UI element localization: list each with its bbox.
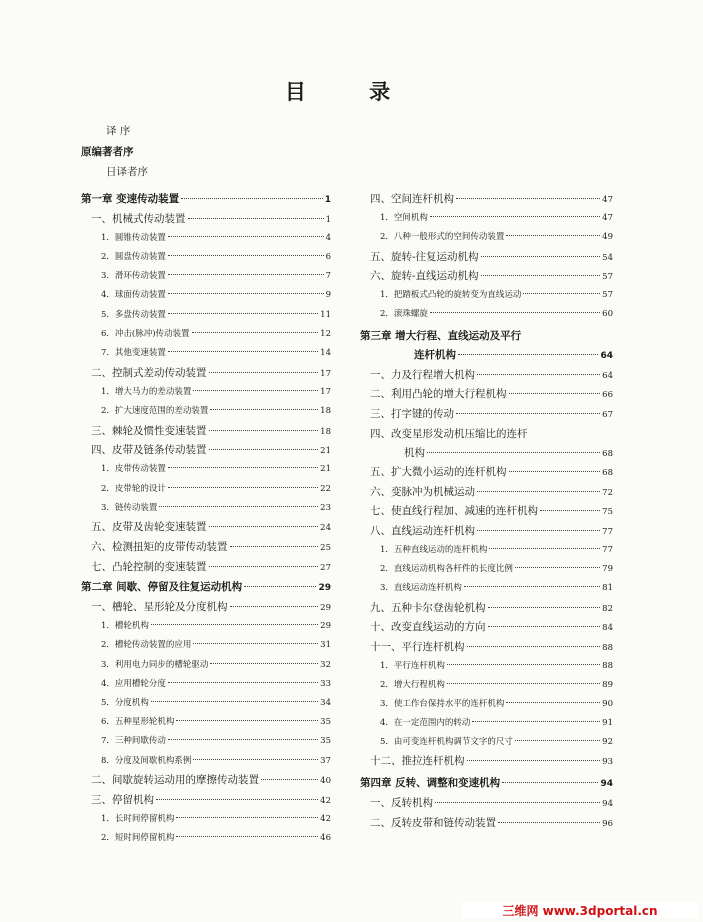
toc-entry-title: 1．圆锥传动装置 — [101, 233, 166, 243]
toc-entry-sub[interactable] — [81, 619, 331, 633]
toc-entry-section[interactable] — [360, 387, 613, 402]
dot-leader — [209, 430, 319, 431]
toc-entry-title: 1．平行连杆机构 — [380, 661, 445, 671]
toc-entry-title: 七、使直线行程加、减速的连杆机构 — [370, 505, 538, 517]
toc-entry-title: 2．短时间停留机构 — [101, 833, 175, 843]
toc-entry-page: 96 — [602, 819, 613, 829]
toc-entry-title: 6．五种星形轮机构 — [101, 717, 175, 727]
toc-entry-title: 三、棘轮及惯性变速装置 — [91, 425, 207, 437]
toc-entry-title: 第四章 反转、调整和变速机构 — [360, 777, 501, 789]
toc-entry-page: 21 — [320, 464, 331, 474]
toc-entry-section[interactable] — [360, 816, 613, 831]
toc-entry-page: 64 — [600, 351, 613, 361]
toc-entry-title: 九、五种卡尔登齿轮机构 — [370, 602, 486, 614]
page-title: 目 录 — [284, 80, 419, 104]
toc-entry-page: 60 — [602, 309, 613, 319]
toc-entry-title: 3．直线运动连杆机构 — [380, 583, 462, 593]
toc-entry-chapter[interactable] — [360, 348, 613, 363]
toc-entry-page: 11 — [320, 310, 331, 320]
toc-entry-sub[interactable] — [360, 307, 613, 321]
toc-entry-sub[interactable] — [360, 562, 613, 576]
toc-entry-chapter[interactable] — [360, 329, 613, 343]
dot-leader — [181, 198, 323, 199]
toc-entry-sub[interactable] — [81, 404, 331, 418]
toc-entry-title: 一、力及行程增大机构 — [370, 369, 475, 381]
toc-entry-title: 连杆机构 — [414, 349, 456, 361]
toc-entry-title: 四、改变星形发动机压缩比的连杆 — [370, 428, 528, 440]
toc-entry-page: 14 — [320, 348, 331, 358]
dot-leader — [488, 626, 601, 627]
toc-entry-page: 47 — [602, 213, 613, 223]
toc-entry-title: 4．在一定范围内的转动 — [380, 718, 471, 728]
toc-entry-sub[interactable] — [81, 501, 331, 515]
toc-entry-page: 81 — [602, 583, 613, 593]
toc-entry-sub[interactable] — [81, 715, 331, 729]
toc-entry-title: 六、旋转-直线运动机构 — [370, 270, 479, 282]
toc-entry-page: 84 — [602, 623, 613, 633]
toc-entry-title: 五、旋转-往复运动机构 — [370, 251, 479, 263]
toc-entry-sub[interactable] — [81, 308, 331, 322]
toc-entry-title: 四、皮带及链条传动装置 — [91, 444, 207, 456]
toc-entry-page: 32 — [320, 660, 331, 670]
toc-entry-title: 四、空间连杆机构 — [370, 193, 454, 205]
toc-entry-sub[interactable] — [81, 677, 331, 691]
toc-entry-title: 二、间歇旋转运动用的摩擦传动装置 — [91, 774, 259, 786]
dot-leader — [509, 471, 601, 472]
toc-entry-page: 88 — [602, 643, 613, 653]
toc-entry-section[interactable] — [360, 192, 613, 207]
toc-entry-page: 1 — [325, 215, 331, 225]
toc-entry-section[interactable] — [81, 520, 331, 535]
toc-entry-title: 三、打字键的传动 — [370, 408, 454, 420]
toc-entry-page: 68 — [602, 449, 613, 459]
dot-leader — [168, 487, 318, 488]
toc-entry-title: 十一、平行连杆机构 — [370, 641, 465, 653]
toc-entry-page: 68 — [602, 468, 613, 478]
toc-entry-section[interactable] — [81, 443, 331, 458]
dot-leader — [168, 274, 324, 275]
toc-entry-sub[interactable] — [81, 734, 331, 748]
toc-entry-section[interactable] — [360, 427, 613, 441]
toc-entry-sub[interactable] — [81, 346, 331, 360]
toc-entry-title: 1．增大马力的差动装置 — [101, 387, 192, 397]
toc-entry-title: 5．由可变连杆机构调节文字的尺寸 — [380, 737, 513, 747]
toc-entry-section[interactable] — [360, 601, 613, 616]
toc-entry-title: 2．槽轮传动装置的应用 — [101, 640, 192, 650]
toc-entry-title: 1．空间机构 — [380, 213, 428, 223]
toc-entry-title: 八、直线运动连杆机构 — [370, 525, 475, 537]
toc-entry-title: 二、利用凸轮的增大行程机构 — [370, 388, 507, 400]
toc-entry-section[interactable] — [360, 796, 613, 811]
dot-leader — [477, 491, 600, 492]
toc-entry-title: 2．扩大速度范围的差动装置 — [101, 406, 209, 416]
toc-entry-section[interactable] — [360, 504, 613, 519]
dot-leader — [509, 393, 601, 394]
toc-entry-section[interactable] — [360, 250, 613, 265]
dot-leader — [447, 664, 600, 665]
toc-entry-title: 一、反转机构 — [370, 797, 433, 809]
toc-entry-title: 3．利用电力同步的槽轮驱动 — [101, 660, 209, 670]
toc-entry-title: 机构 — [404, 447, 425, 459]
toc-entry-page: 9 — [325, 290, 331, 300]
toc-entry-title: 5．分度机构 — [101, 698, 149, 708]
dot-leader — [467, 760, 601, 761]
toc-entry-section[interactable] — [81, 540, 331, 555]
toc-entry-page: 35 — [320, 736, 331, 746]
toc-entry-page: 35 — [320, 717, 331, 727]
dot-leader — [261, 779, 318, 780]
dot-leader — [523, 293, 600, 294]
toc-entry-page: 12 — [320, 329, 331, 339]
toc-entry-title: 4．应用槽轮分度 — [101, 679, 166, 689]
toc-entry-page: 29 — [320, 621, 331, 631]
toc-entry-page: 94 — [600, 779, 613, 789]
dot-leader — [515, 567, 600, 568]
dot-leader — [209, 566, 319, 567]
toc-entry-chapter[interactable] — [360, 776, 613, 791]
toc-entry-page: 93 — [602, 757, 613, 767]
toc-entry-section[interactable] — [360, 485, 613, 500]
dot-leader — [151, 701, 318, 702]
toc-entry-page: 4 — [325, 233, 331, 243]
dot-leader — [176, 817, 318, 818]
toc-entry-sub[interactable] — [81, 327, 331, 341]
toc-entry-page: 82 — [602, 604, 613, 614]
toc-entry-sub[interactable] — [81, 250, 331, 264]
dot-leader — [477, 374, 600, 375]
toc-entry-sub[interactable] — [81, 812, 331, 826]
toc-entry-page: 29 — [318, 583, 331, 593]
dot-leader — [435, 802, 600, 803]
toc-entry-title: 五、扩大微小运动的连杆机构 — [370, 466, 507, 478]
dot-leader — [168, 739, 318, 740]
dot-leader — [168, 467, 318, 468]
toc-entry-section[interactable] — [81, 793, 331, 808]
dot-leader — [168, 351, 318, 352]
toc-entry-section[interactable] — [360, 269, 613, 284]
toc-entry-page: 79 — [602, 564, 613, 574]
toc-entry-title: 2．直线运动机构各杆件的长度比例 — [380, 564, 513, 574]
toc-entry-page: 47 — [602, 195, 613, 205]
toc-entry-page: 1 — [324, 195, 331, 205]
toc-entry-page: 42 — [320, 814, 331, 824]
toc-entry-page: 88 — [602, 661, 613, 671]
toc-entry-section[interactable] — [360, 465, 613, 480]
toc-entry-sub[interactable] — [81, 638, 331, 652]
dot-leader — [168, 293, 324, 294]
toc-entry-title: 六、变脉冲为机械运动 — [370, 486, 475, 498]
preface-translator: 译 序 — [106, 125, 131, 137]
toc-entry-page: 64 — [602, 371, 613, 381]
toc-entry-title: 第二章 间歇、停留及往复运动机构 — [81, 581, 243, 593]
dot-leader — [464, 586, 600, 587]
toc-entry-sub[interactable] — [81, 831, 331, 845]
preface-original-author: 原编著者序 — [81, 146, 134, 158]
toc-entry-page: 72 — [602, 488, 613, 498]
toc-entry-sub[interactable] — [360, 581, 613, 595]
toc-entry-section[interactable] — [81, 212, 331, 227]
toc-entry-sub[interactable] — [360, 716, 613, 730]
dot-leader — [156, 799, 318, 800]
toc-entry-page: 33 — [320, 679, 331, 689]
toc-entry-title: 第一章 变速传动装置 — [81, 193, 180, 205]
dot-leader — [472, 721, 600, 722]
dot-leader — [498, 822, 600, 823]
toc-entry-page: 89 — [602, 680, 613, 690]
toc-entry-page: 18 — [320, 406, 331, 416]
toc-entry-sub[interactable] — [81, 288, 331, 302]
toc-entry-title: 1．长时间停留机构 — [101, 814, 175, 824]
dot-leader — [477, 530, 600, 531]
dot-leader — [151, 624, 318, 625]
dot-leader — [506, 235, 600, 236]
dot-leader — [489, 548, 600, 549]
dot-leader — [506, 702, 600, 703]
dot-leader — [467, 646, 601, 647]
dot-leader — [456, 198, 600, 199]
toc-entry-page: 92 — [602, 737, 613, 747]
dot-leader — [230, 606, 319, 607]
toc-entry-sub[interactable] — [360, 735, 613, 749]
dot-leader — [193, 759, 318, 760]
toc-entry-page: 94 — [602, 799, 613, 809]
site-watermark: 三维网 www.3dportal.cn — [462, 902, 698, 918]
toc-entry-section[interactable] — [360, 368, 613, 383]
toc-entry-title: 五、皮带及齿轮变速装置 — [91, 521, 207, 533]
dot-leader — [209, 372, 319, 373]
toc-entry-section[interactable] — [360, 407, 613, 422]
dot-leader — [430, 312, 600, 313]
toc-entry-sub[interactable] — [360, 288, 613, 302]
toc-entry-sub[interactable] — [81, 658, 331, 672]
toc-entry-title: 3．滑环传动装置 — [101, 271, 166, 281]
toc-entry-title: 7．其他变速装置 — [101, 348, 166, 358]
toc-entry-title: 第三章 增大行程、直线运动及平行 — [360, 330, 522, 342]
toc-entry-page: 21 — [320, 446, 331, 456]
toc-entry-section[interactable] — [81, 424, 331, 439]
preface-japanese-translator: 日译者序 — [106, 166, 148, 178]
dot-leader — [481, 275, 601, 276]
toc-entry-section[interactable] — [360, 446, 613, 461]
toc-entry-page: 49 — [602, 232, 613, 242]
toc-entry-section[interactable] — [81, 366, 331, 381]
toc-entry-title: 一、槽轮、星形轮及分度机构 — [91, 601, 228, 613]
toc-entry-sub[interactable] — [81, 231, 331, 245]
dot-leader — [447, 683, 600, 684]
toc-entry-page: 57 — [602, 272, 613, 282]
dot-leader — [210, 409, 318, 410]
dot-leader — [515, 740, 600, 741]
toc-entry-sub[interactable] — [81, 385, 331, 399]
toc-entry-page: 57 — [602, 290, 613, 300]
toc-entry-section[interactable] — [360, 640, 613, 655]
toc-entry-page: 29 — [320, 603, 331, 613]
toc-entry-sub[interactable] — [360, 211, 613, 225]
toc-entry-page: 75 — [602, 507, 613, 517]
dot-leader — [176, 720, 318, 721]
toc-entry-title: 2．八种一般形式的空间传动装置 — [380, 232, 505, 242]
toc-entry-page: 22 — [320, 484, 331, 494]
toc-entry-title: 4．球面传动装置 — [101, 290, 166, 300]
toc-entry-section[interactable] — [81, 560, 331, 575]
dot-leader — [209, 526, 319, 527]
toc-entry-page: 90 — [602, 699, 613, 709]
toc-entry-page: 6 — [325, 252, 331, 262]
dot-leader — [192, 332, 319, 333]
toc-entry-page: 24 — [320, 523, 331, 533]
dot-leader — [193, 390, 318, 391]
toc-entry-section[interactable] — [360, 620, 613, 635]
toc-entry-section[interactable] — [360, 754, 613, 769]
toc-entry-sub[interactable] — [81, 696, 331, 710]
toc-entry-page: 18 — [320, 427, 331, 437]
toc-entry-title: 7．三种间歇传动 — [101, 736, 166, 746]
dot-leader — [159, 506, 318, 507]
dot-leader — [427, 452, 600, 453]
toc-entry-sub[interactable] — [360, 543, 613, 557]
toc-entry-chapter[interactable] — [81, 580, 331, 595]
toc-entry-page: 17 — [320, 369, 331, 379]
toc-entry-section[interactable] — [360, 524, 613, 539]
toc-entry-sub[interactable] — [360, 230, 613, 244]
toc-entry-page: 31 — [320, 640, 331, 650]
toc-entry-page: 27 — [320, 563, 331, 573]
toc-entry-page: 23 — [320, 503, 331, 513]
dot-leader — [456, 413, 600, 414]
dot-leader — [481, 256, 601, 257]
dot-leader — [209, 449, 319, 450]
dot-leader — [488, 607, 601, 608]
dot-leader — [540, 510, 600, 511]
toc-entry-title: 1．槽轮机构 — [101, 621, 149, 631]
dot-leader — [188, 218, 324, 219]
toc-entry-page: 77 — [602, 527, 613, 537]
toc-entry-title: 1．把踏板式凸轮的旋转变为直线运动 — [380, 290, 522, 300]
toc-entry-sub[interactable] — [360, 678, 613, 692]
toc-entry-sub[interactable] — [81, 754, 331, 768]
toc-entry-page: 46 — [320, 833, 331, 843]
toc-entry-page: 77 — [602, 545, 613, 555]
toc-entry-title: 8．分度及间歇机构系例 — [101, 756, 192, 766]
dot-leader — [210, 663, 318, 664]
toc-entry-title: 3．使工作台保持水平的连杆机构 — [380, 699, 505, 709]
dot-leader — [502, 782, 598, 783]
toc-entry-title: 2．圆盘传动装置 — [101, 252, 166, 262]
dot-leader — [193, 643, 318, 644]
toc-entry-sub[interactable] — [360, 697, 613, 711]
dot-leader — [176, 836, 318, 837]
toc-entry-sub[interactable] — [81, 462, 331, 476]
toc-entry-sub[interactable] — [81, 269, 331, 283]
dot-leader — [458, 354, 598, 355]
toc-entry-chapter[interactable] — [81, 192, 331, 207]
toc-entry-page: 17 — [320, 387, 331, 397]
toc-entry-title: 七、凸轮控制的变速装置 — [91, 561, 207, 573]
toc-entry-page: 91 — [602, 718, 613, 728]
toc-entry-section[interactable] — [81, 600, 331, 615]
dot-leader — [230, 546, 319, 547]
toc-entry-sub[interactable] — [360, 659, 613, 673]
toc-entry-title: 6．冲击(脉冲)传动装置 — [101, 329, 190, 339]
toc-entry-title: 3．链传动装置 — [101, 503, 158, 513]
toc-entry-title: 1．皮带传动装置 — [101, 464, 166, 474]
dot-leader — [430, 216, 600, 217]
toc-entry-page: 54 — [602, 253, 613, 263]
dot-leader — [168, 682, 318, 683]
dot-leader — [168, 313, 318, 314]
toc-entry-title: 5．多盘传动装置 — [101, 310, 166, 320]
dot-leader — [168, 255, 324, 256]
toc-entry-page: 42 — [320, 796, 331, 806]
toc-entry-title: 十二、推拉连杆机构 — [370, 755, 465, 767]
toc-entry-title: 三、停留机构 — [91, 794, 154, 806]
toc-entry-page: 67 — [602, 410, 613, 420]
toc-entry-sub[interactable] — [81, 482, 331, 496]
toc-entry-page: 25 — [320, 543, 331, 553]
dot-leader — [244, 586, 316, 587]
toc-entry-title: 十、改变直线运动的方向 — [370, 621, 486, 633]
toc-entry-page: 40 — [320, 776, 331, 786]
toc-entry-page: 66 — [602, 390, 613, 400]
toc-entry-page: 34 — [320, 698, 331, 708]
toc-entry-title: 二、反转皮带和链传动装置 — [370, 817, 496, 829]
toc-entry-title: 1．五种直线运动的连杆机构 — [380, 545, 488, 555]
toc-entry-section[interactable] — [81, 773, 331, 788]
dot-leader — [168, 236, 324, 237]
toc-entry-title: 2．滚珠螺旋 — [380, 309, 428, 319]
toc-entry-page: 37 — [320, 756, 331, 766]
toc-entry-title: 2．皮带轮的设计 — [101, 484, 166, 494]
toc-entry-title: 六、检测扭矩的皮带传动装置 — [91, 541, 228, 553]
toc-entry-title: 二、控制式差动传动装置 — [91, 367, 207, 379]
toc-entry-title: 2．增大行程机构 — [380, 680, 445, 690]
toc-entry-title: 一、机械式传动装置 — [91, 213, 186, 225]
toc-entry-page: 7 — [325, 271, 331, 281]
